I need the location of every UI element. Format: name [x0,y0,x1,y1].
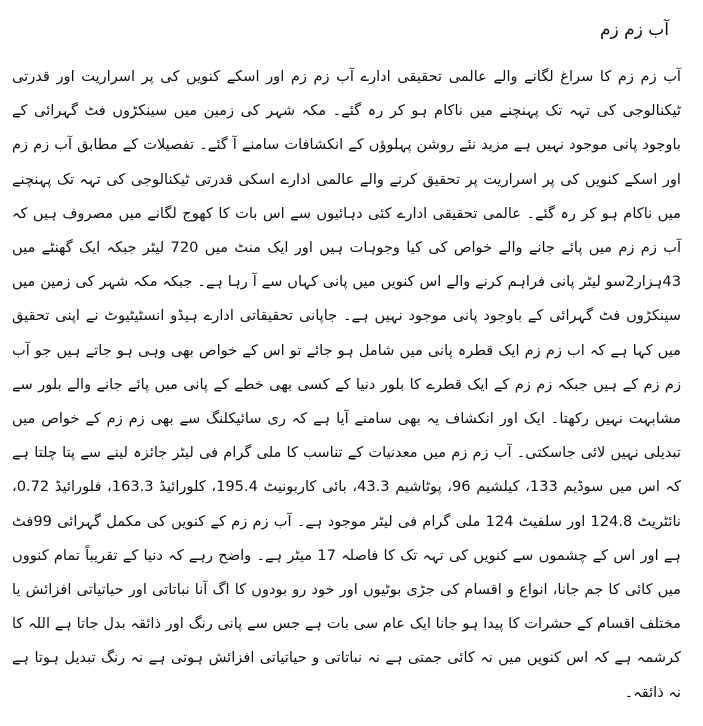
article-title: آب زم زم [599,20,669,40]
article-body: آب زم زم کا سراغ لگانے والے عالمی تحقیقی ادارے آب زم زم اور اسکے کنویں کی پر اسراریت اور قدرتی ٹیکنالوجی کی تہہ تک پہنچنے میں ناکام ہو کر رہ گئے۔ مکہ شہر کی زمین میں سینکڑوں فٹ گہرائی کے باوجود پانی موجود نہیں ہے مزید نئے روشن پہلوؤں کے انکشافات سامنے آ گئے۔ تفصیلات کے مطابق آب زم زم اور اسکے کنویں کی پر اسراریت پر تحقیق کرنے والے عالمی ادارے اسکی قدرتی ٹیکنالوجی کی تہہ تک پہنچنے میں ناکام ہو کر رہ گئے۔ عالمی تحقیقی ادارے کئی دہائیوں سے اس بات کا کھوج لگانے میں مصروف ہیں کہ آب زم زم میں پائے جانے والے خواص کی کیا وجوہات ہیں اور ایک منٹ میں 720 لیٹر جبکہ ایک گھنٹے میں 43ہزار2سو لیٹر پانی فراہم کرنے والے اس کنویں میں پانی کہاں سے آ رہا ہے۔ جبکہ مکہ شہر کی زمین میں سینکڑوں فٹ گہرائی کے باوجود پانی موجود نہیں ہے۔ جاپانی تحقیقاتی ادارے ہیڈو انسٹیٹیوٹ نے اپنی تحقیق میں کہا ہے کہ اب زم زم ایک قطرہ پانی میں شامل ہو جائے تو اس کے خواص بھی وہی ہو جاتے ہیں جو آب زم زم کے ہیں جبکہ زم زم کے ایک قطرے کا بلور دنیا کے کسی بھی خطے کے پانی میں پائے جانے والے بلور سے مشابہت نہیں رکھتا۔ ایک اور انکشاف یہ بھی سامنے آیا ہے کہ ری سائیکلنگ سے بھی زم زم کے خواص میں تبدیلی نہیں لائی جاسکتی۔ آب زم زم میں معدنیات کے تناسب کا ملی گرام فی لیٹر جائزہ لینے سے پتا چلتا ہے کہ اس میں سوڈیم 133، کیلشیم 96، پوٹاشیم 43.3، بائی کاربونیٹ 195.4، کلورائیڈ 163.3، فلورائیڈ 0.72، نائٹریٹ 124.8 اور سلفیٹ 124 ملی گرام فی لیٹر موجود ہے۔ آب زم زم کے کنویں کی مکمل گہرائی 99فٹ ہے اور اس کے چشموں سے کنویں کی تہہ تک کا فاصلہ 17 میٹر ہے۔ واضح رہے کہ دنیا کے تقریباً تمام کنووں میں کائی کا جم جانا، انواع و اقسام کی جڑی بوٹیوں اور خود رو بودوں کا اگ آنا نباتاتی اور حیاتیاتی افزائش یا مختلف اقسام کے حشرات کا پیدا ہو جانا ایک عام سی بات ہے جس سے پانی رنگ اور ذائقہ بدل جاتا ہے اللہ کا کرشمہ ہے کہ اس کنویں میں نہ کائی جمتی ہے نہ نباتاتی و حیاتیاتی افزائش ہوتی ہے نہ رنگ تبدیل ہوتا ہے نہ ذائقہ۔ [12,68,682,701]
